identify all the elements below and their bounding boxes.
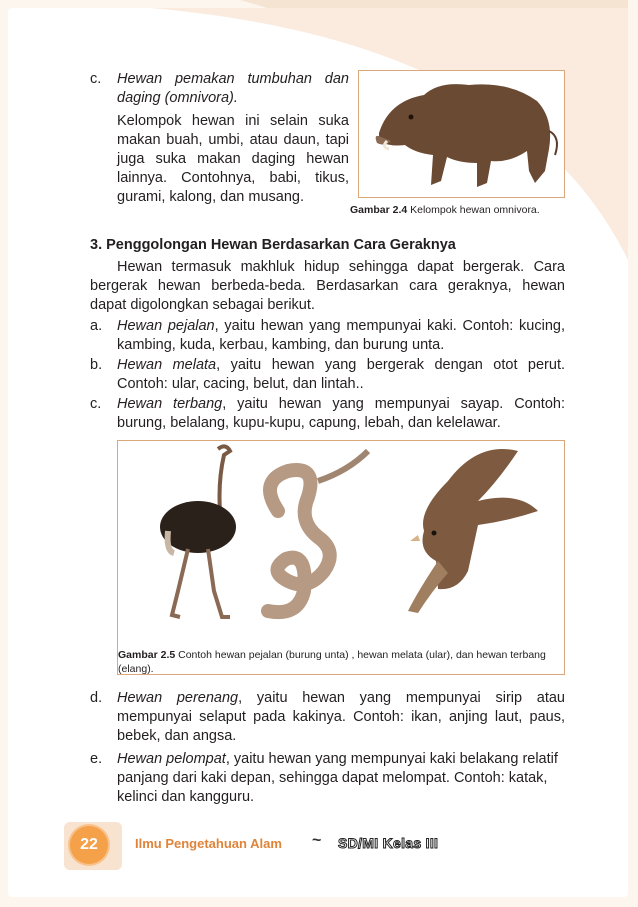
footer-class-label: SD/MI Kelas III <box>338 835 439 851</box>
figure-2-4-caption <box>350 203 540 217</box>
section-3-heading: 3. Penggolongan Hewan Berdasarkan Cara Geraknya <box>90 237 456 253</box>
snake-icon <box>268 451 368 612</box>
item-a <box>117 317 565 355</box>
section-3-intro: Hewan termasuk makhluk hidup sehingga dapat bergerak. Cara bergerak hewan berbeda-beda. Berdasarkan cara geraknya, hewan dapat digolongkan sebagai berikut. <box>90 259 565 313</box>
section-c-body: Kelompok hewan ini selain suka makan buah, umbi, atau daun, tapi juga suka makan daging hewan lainnya. Contohnya, babi, tikus, gurami, kalong, dan musang. <box>117 113 349 205</box>
ostrich-icon <box>160 446 236 617</box>
item-e <box>117 750 565 807</box>
item-e-term: Hewan pelompat <box>117 751 226 767</box>
item-b-text: , yaitu hewan yang bergerak dengan otot perut. Contoh: ular, cacing, belut, dan lintah.. <box>117 357 566 392</box>
item-b-marker: b. <box>90 357 103 373</box>
item-a-marker: a. <box>90 318 103 334</box>
eagle-icon <box>408 449 538 613</box>
item-c-marker: c. <box>90 396 102 412</box>
item-e-text: , yaitu hewan yang mempunyai kaki belakang relatif panjang dari kaki depan, sehingga dapat melompat. Contoh: katak, kelinci dan kangguru. <box>117 751 558 805</box>
item-a-term: Hewan pejalan <box>117 318 215 334</box>
page-number: 22 <box>70 826 108 864</box>
item-a-text: , yaitu hewan yang mempunyai kaki. Contoh: kucing, kambing, kuda, kerbau, kambing, dan burung unta. <box>117 318 565 353</box>
figure-2-4-frame <box>358 70 565 198</box>
item-d-text: , yaitu hewan yang mempunyai sirip atau mempunyai selaput pada kakinya. Contoh: ikan, anjing laut, paus, bebek, dan angsa. <box>117 690 565 744</box>
figure-2-5-caption-text: Contoh hewan pejalan (burung unta) , hewan melata (ular), dan hewan terbang (elang). <box>118 649 546 675</box>
figure-2-5-caption <box>118 648 558 676</box>
section-c-marker: c. <box>90 71 102 87</box>
item-b <box>117 356 565 394</box>
figure-2-5-frame <box>117 440 565 675</box>
item-c <box>117 395 565 433</box>
footer-separator: ~ <box>312 832 322 849</box>
figure-2-5-label: Gambar 2.5 <box>118 649 176 661</box>
figure-2-5-illustrations <box>118 441 564 631</box>
item-c-term: Hewan terbang <box>117 396 223 412</box>
boar-icon <box>359 71 564 197</box>
item-c-text: , yaitu hewan yang mempunyai sayap. Contoh: burung, belalang, kupu-kupu, capung, lebah, dan kelelawar. <box>117 396 565 431</box>
section-c-title: Hewan pemakan tumbuhan dan daging (omnivora). <box>117 71 349 106</box>
figure-2-4-label: Gambar 2.4 <box>350 204 408 216</box>
figure-2-4-caption-text: Kelompok hewan omnivora. <box>410 204 540 216</box>
item-d-marker: d. <box>90 690 103 706</box>
item-d-term: Hewan perenang <box>117 690 239 706</box>
item-b-term: Hewan melata <box>117 357 217 373</box>
item-d <box>117 689 565 746</box>
footer-subject: Ilmu Pengetahuan Alam <box>135 836 282 851</box>
item-e-marker: e. <box>90 751 103 767</box>
